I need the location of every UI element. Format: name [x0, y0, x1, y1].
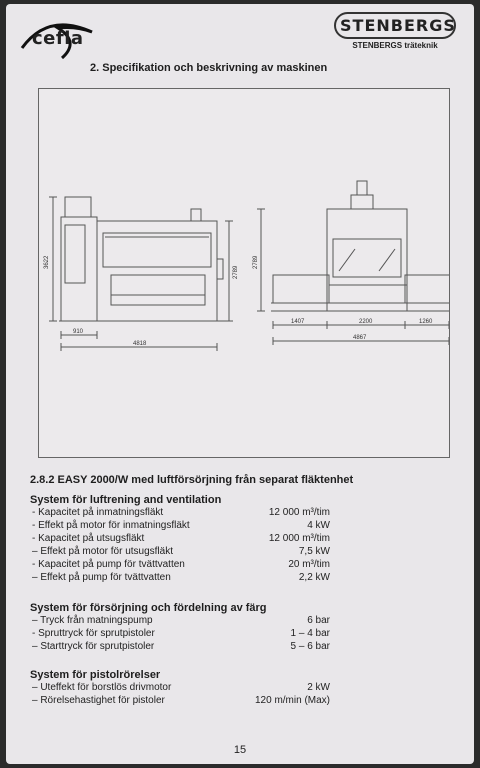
dim-height-left: 3622: [44, 255, 50, 269]
section-title: 2. Specifikation och beskrivning av maskinen: [90, 62, 328, 74]
spec-value: 20 m³/tim: [288, 559, 330, 570]
spec-row: [30, 615, 330, 628]
spec-value: 4 kW: [307, 520, 330, 531]
spec-row: [30, 507, 330, 520]
spec-group-heading: System för försörjning och fördelning av färg: [30, 602, 267, 614]
stenbergs-logo-text: STENBERGS: [334, 12, 456, 39]
spec-row: [30, 520, 330, 533]
cefla-logo: [18, 18, 96, 64]
spec-value: 12 000 m³/tim: [268, 533, 330, 544]
spec-row: [30, 533, 330, 546]
spec-label: – Tryck från matningspump: [32, 615, 153, 626]
spec-value: 5 – 6 bar: [290, 641, 330, 652]
dim-small-left: 910: [73, 329, 84, 335]
spec-value: 2,2 kW: [298, 572, 330, 583]
stenbergs-logo: [334, 12, 456, 56]
dim-height-right: 2789: [253, 255, 259, 269]
spec-value: 2 kW: [307, 682, 330, 693]
spec-value: 120 m/min (Max): [254, 695, 330, 706]
spec-group-ventilation: [30, 494, 330, 585]
page-number: 15: [233, 744, 247, 756]
spec-label: – Effekt på motor för utsugsfläkt: [32, 546, 173, 557]
spec-group-gun-motion: [30, 669, 330, 708]
spec-row: [30, 695, 330, 708]
spec-label: – Starttryck för sprutpistoler: [32, 641, 155, 652]
dim-right-2: 2200: [359, 319, 373, 325]
spec-group-paint-supply: [30, 602, 330, 654]
spec-value: 6 bar: [307, 615, 330, 626]
dim-right-1: 1407: [291, 319, 305, 325]
spec-value: 12 000 m³/tim: [268, 507, 330, 518]
spec-group-heading: System för luftrening and ventilation: [30, 494, 222, 506]
stenbergs-logo-subtext: STENBERGS träteknik: [352, 41, 438, 50]
spec-label: – Uteffekt för borstlös drivmotor: [32, 682, 172, 693]
spec-row: [30, 628, 330, 641]
spec-row: [30, 682, 330, 695]
dim-right-total: 4867: [353, 335, 367, 341]
dim-right-3: 1260: [419, 319, 433, 325]
spec-label: – Rörelsehastighet för pistoler: [32, 695, 165, 706]
spec-label: - Effekt på motor för inmatningsfläkt: [32, 520, 190, 531]
spec-row: [30, 559, 330, 572]
spec-row: [30, 546, 330, 559]
spec-label: – Effekt på pump för tvättvatten: [32, 572, 171, 583]
spec-label: - Spruttryck för sprutpistoler: [32, 628, 155, 639]
spec-row: [30, 572, 330, 585]
spec-label: - Kapacitet på utsugsfläkt: [32, 533, 145, 544]
spec-row: [30, 641, 330, 654]
spec-value: 7,5 kW: [298, 546, 330, 557]
machine-drawing: [38, 88, 450, 458]
spec-group-heading: System för pistolrörelser: [30, 669, 161, 681]
subsection-title: 2.8.2 EASY 2000/W med luftförsörjning från separat fläktenhet: [30, 474, 354, 486]
manual-page: [6, 4, 474, 764]
cefla-logo-text: cefla: [32, 28, 84, 49]
spec-value: 1 – 4 bar: [290, 628, 330, 639]
dim-height-right-left: 2789: [233, 265, 239, 279]
spec-label: - Kapacitet på inmatningsfläkt: [32, 507, 164, 518]
dim-width-left: 4818: [133, 341, 147, 347]
spec-label: - Kapacitet på pump för tvättvatten: [32, 559, 185, 570]
